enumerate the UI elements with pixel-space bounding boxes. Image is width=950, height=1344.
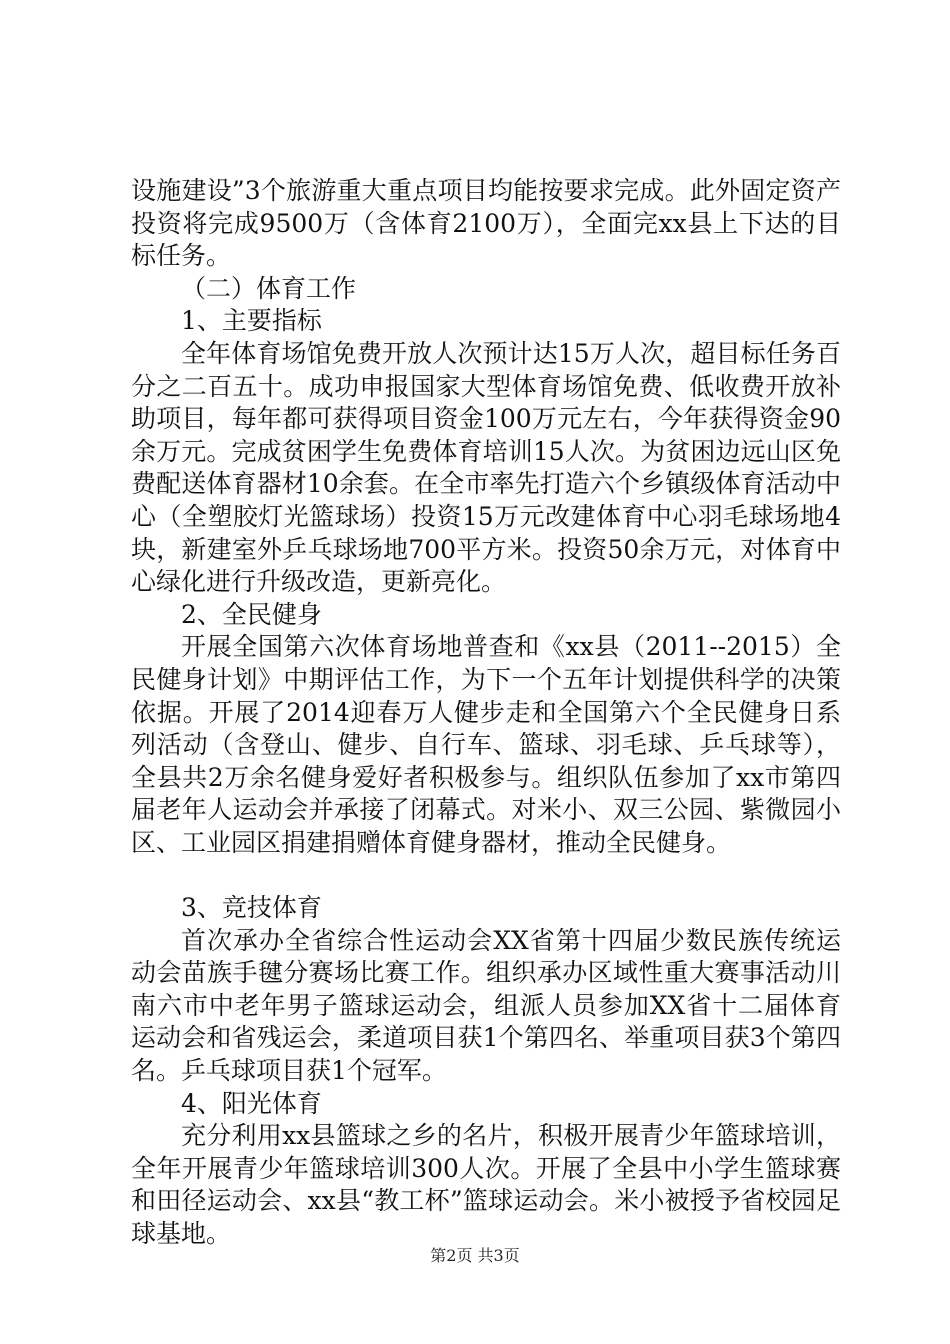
- document-body: [131, 175, 841, 1251]
- paragraph-competitive-sports: 首次承办全省综合性运动会XX省第十四届少数民族传统运动会苗族手毽分赛场比赛工作。组织承办区域性重大赛事活动川南六市中老年男子篮球运动会，组派人员参加XX省十二届体育运动会和省残运会，柔道项目获1个第四名、举重项目获3个第四名。乒乓球项目获1个冠军。: [131, 925, 841, 1086]
- section-heading-sports-work: （二）体育工作: [181, 273, 357, 303]
- blank-line: [131, 859, 841, 892]
- paragraph-main-indicators: 全年体育场馆免费开放人次预计达15万人次，超目标任务百分之二百五十。成功申报国家大型体育场馆免费、低收费开放补助项目，每年都可获得项目资金100万元左右，今年获得资金90余万元。完成贫困学生免费体育培训15人次。为贫困边远山区免费配送体育器材10余套。在全市率先打造六个乡镇级体育活动中心（全塑胶灯光篮球场）投资15万元改建体育中心羽毛球场地4块，新建室外乒乓球场地700平方米。投资50余万元，对体育中心绿化进行升级改造，更新亮化。: [131, 338, 841, 597]
- subheading-national-fitness: 2、全民健身: [181, 599, 322, 629]
- paragraph-continued-text: 设施建设”3个旅游重大重点项目均能按要求完成。此外固定资产投资将完成9500万（含体育2100万），全面完xx县上下达的目标任务。: [131, 176, 841, 271]
- paragraph-national-fitness: 开展全国第六次体育场地普查和《xx县（2011--2015）全民健身计划》中期评估工作，为下一个五年计划提供科学的决策依据。开展了2014迎春万人健步走和全国第六个全民健身日系列活动（含登山、健步、自行车、篮球、羽毛球、乒乓球等），全县共2万余名健身爱好者积极参与。组织队伍参加了xx市第四届老年人运动会并承接了闭幕式。对米小、双三公园、紫微园小区、工业园区捐建捐赠体育健身器材，推动全民健身。: [131, 632, 841, 857]
- page-number-footer: 第2页 共3页: [430, 1246, 520, 1265]
- subheading-main-indicators: 1、主要指标: [181, 306, 322, 336]
- paragraph-sunshine-sports: 充分利用xx县篮球之乡的名片，积极开展青少年篮球培训，全年开展青少年篮球培训300人次。开展了全县中小学生篮球赛和田径运动会、xx县“教工杯”篮球运动会。米小被授予省校园足球基地。: [131, 1121, 841, 1248]
- subheading-sunshine-sports: 4、阳光体育: [181, 1088, 322, 1118]
- subheading-competitive-sports: 3、竞技体育: [181, 893, 322, 923]
